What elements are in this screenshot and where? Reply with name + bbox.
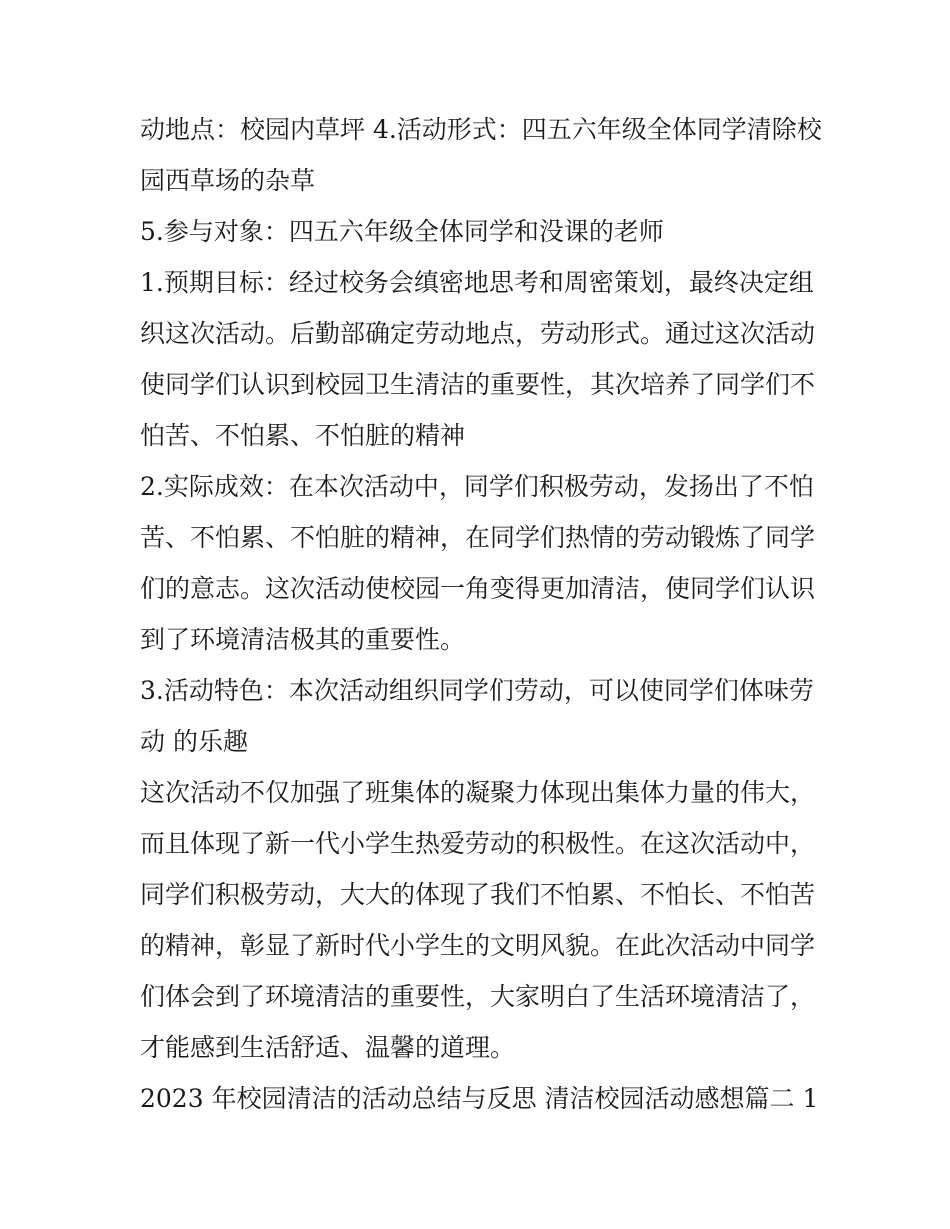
text-line: 动地点：校园内草坪 4.活动形式：四五六年级全体同学清除校 <box>140 115 822 144</box>
text-line: 3.活动特色：本次活动组织同学们劳动，可以使同学们体味劳 <box>140 676 814 705</box>
text-line: 动 的乐趣 <box>140 727 248 756</box>
text-line: 5.参与对象：四五六年级全体同学和没课的老师 <box>140 217 664 246</box>
text-line: 2023 年校园清洁的活动总结与反思 清洁校园活动感想篇二 1 <box>140 1084 819 1113</box>
text-line: 这次活动不仅加强了班集体的凝聚力体现出集体力量的伟大， <box>140 778 816 807</box>
text-line: 苦、不怕累、不怕脏的精神，在同学们热情的劳动锻炼了同学 <box>140 523 816 552</box>
text-line: 2.实际成效：在本次活动中，同学们积极劳动，发扬出了不怕 <box>140 472 814 501</box>
text-line: 才能感到生活舒适、温馨的道理。 <box>140 1033 516 1062</box>
document-body <box>140 104 820 1124</box>
text-line: 使同学们认识到校园卫生清洁的重要性，其次培养了同学们不 <box>140 370 816 399</box>
text-line: 而且体现了新一代小学生热爱劳动的积极性。在这次活动中， <box>140 829 816 858</box>
text-line: 们体会到了环境清洁的重要性，大家明白了生活环境清洁了， <box>140 982 816 1011</box>
text-line: 们的意志。这次活动使校园一角变得更加清洁，使同学们认识 <box>140 574 816 603</box>
text-line: 到了环境清洁极其的重要性。 <box>140 625 466 654</box>
text-line: 园西草场的杂草 <box>140 166 316 195</box>
text-line: 1.预期目标：经过校务会缜密地思考和周密策划，最终决定组 <box>140 268 814 297</box>
text-line: 怕苦、不怕累、不怕脏的精神 <box>140 421 466 450</box>
text-line: 同学们积极劳动，大大的体现了我们不怕累、不怕长、不怕苦 <box>140 880 816 909</box>
text-line: 的精神，彰显了新时代小学生的文明风貌。在此次活动中同学 <box>140 931 816 960</box>
text-line: 织这次活动。后勤部确定劳动地点，劳动形式。通过这次活动 <box>140 319 816 348</box>
